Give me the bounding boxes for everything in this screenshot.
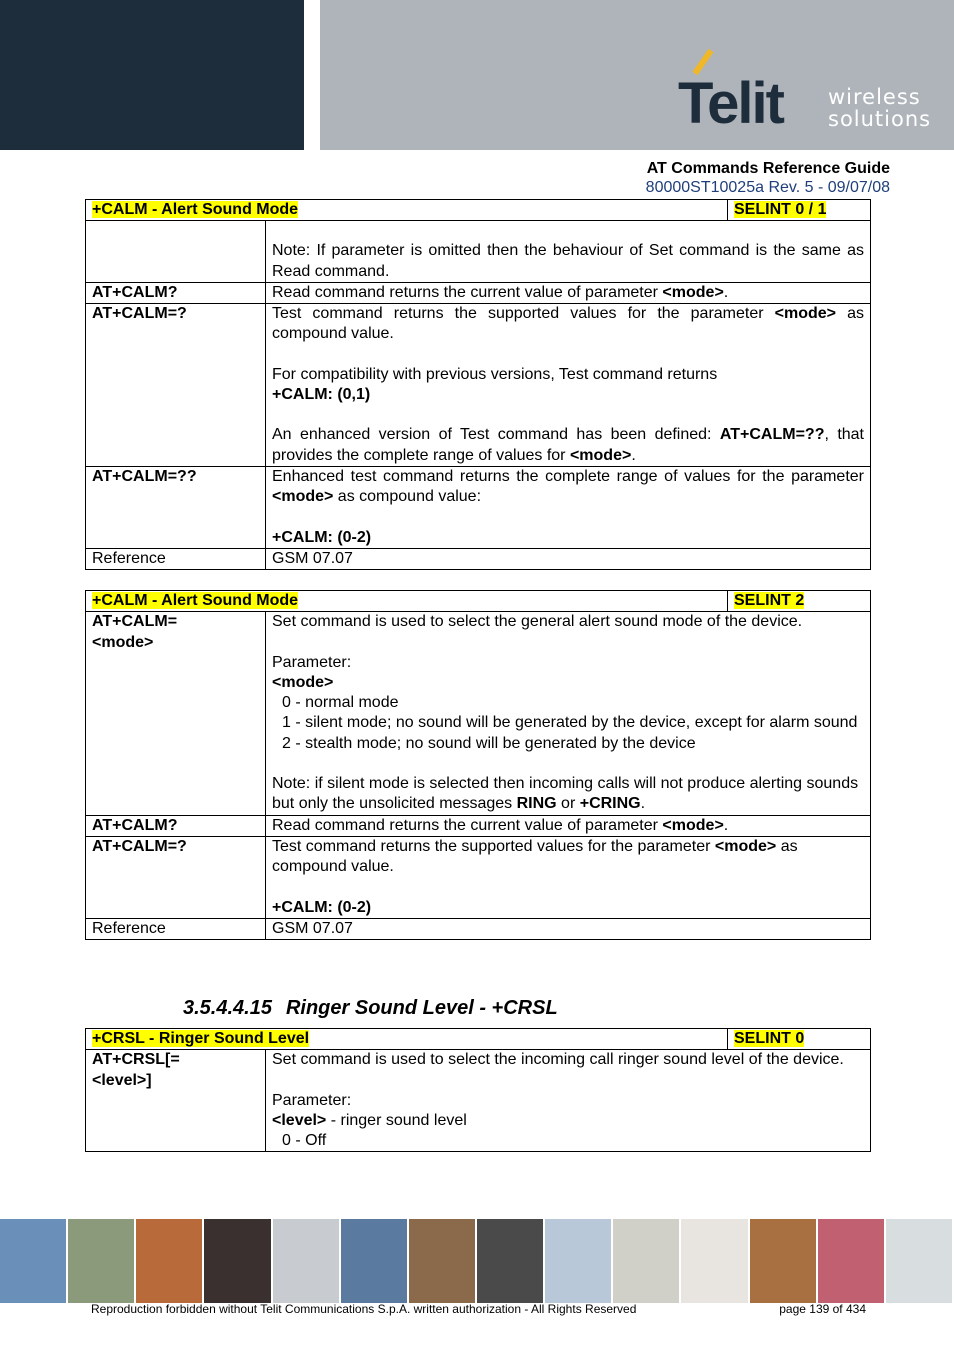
table-title: +CRSL - Ringer Sound Level xyxy=(92,1030,310,1047)
reference-value: GSM 07.07 xyxy=(266,548,871,569)
table-header-row xyxy=(86,200,871,221)
table-title: +CALM - Alert Sound Mode xyxy=(92,201,299,218)
page-footer xyxy=(91,1302,866,1316)
section-title: Ringer Sound Level - +CRSL xyxy=(285,997,558,1019)
document-header xyxy=(646,159,890,197)
footer-image-strip xyxy=(0,1219,954,1303)
logo-tagline xyxy=(828,86,931,130)
table-header-row xyxy=(86,1029,871,1050)
selint-badge: SELINT 2 xyxy=(734,592,805,609)
table-title: +CALM - Alert Sound Mode xyxy=(92,592,299,609)
table-header-row xyxy=(86,591,871,612)
reference-label: Reference xyxy=(86,548,266,569)
selint-badge: SELINT 0 / 1 xyxy=(734,201,827,218)
logo-tagline-2: solutions xyxy=(828,107,932,131)
command-cell: AT+CALM=? xyxy=(86,836,266,918)
calm-table-selint-0-1 xyxy=(85,199,871,570)
reference-value: GSM 07.07 xyxy=(266,918,871,939)
reference-label: Reference xyxy=(86,918,266,939)
table-row: AT+CALM=? Test command returns the supported values for the parameter <mode> as compound value. For compatibility with previous versions, Test command returns +CALM: (0,1) An enhanced version of Test command has been defined: AT+CALM=??, that provides the complete range of values for <mode>. xyxy=(86,304,871,467)
page-number: page 139 of 434 xyxy=(779,1302,866,1316)
logo-wordmark: Telit xyxy=(678,71,783,136)
doc-title: AT Commands Reference Guide xyxy=(646,160,890,177)
telit-logo xyxy=(678,48,938,138)
command-cell: AT+CRSL[= <level>] xyxy=(86,1050,266,1152)
logo-tagline-1: wireless xyxy=(828,85,921,109)
command-cell: AT+CALM? xyxy=(86,815,266,836)
command-cell: AT+CALM=?? xyxy=(86,466,266,548)
table-row: AT+CALM=? Test command returns the supported values for the parameter <mode> as compound value. +CALM: (0-2) xyxy=(86,836,871,918)
command-cell: AT+CALM=? xyxy=(86,304,266,467)
copyright-notice: Reproduction forbidden without Telit Communications S.p.A. written authorization - All Rights Reserved xyxy=(91,1302,637,1316)
section-number: 3.5.4.4.15 xyxy=(183,997,272,1019)
table-row: AT+CALM= <mode> Set command is used to select the general alert sound mode of the device. Parameter: <mode> 0 - normal mode 1 - silent mode; no sound will be generated by the device, except for alarm sound 2 - stealth mode; no sound will be generated by the device Note: if silent mode is selected then incoming calls will not produce alerting sounds but only the unsolicited messages RING or +CRING. xyxy=(86,612,871,815)
doc-revision: 80000ST10025a Rev. 5 - 09/07/08 xyxy=(645,179,890,196)
table-row xyxy=(86,548,871,569)
table-row: AT+CRSL[= <level>] Set command is used to select the incoming call ringer sound level of the device. Parameter: <level> - ringer sound level 0 - Off xyxy=(86,1050,871,1152)
header-dark-panel xyxy=(0,0,304,150)
crsl-table xyxy=(85,1028,871,1152)
command-cell: AT+CALM? xyxy=(86,282,266,303)
section-heading xyxy=(183,997,558,1020)
table-row: AT+CALM? Read command returns the current value of parameter <mode>. xyxy=(86,815,871,836)
selint-badge: SELINT 0 xyxy=(734,1030,805,1047)
table-row: AT+CALM? Read command returns the current value of parameter <mode>. xyxy=(86,282,871,303)
table-row: AT+CALM=?? Enhanced test command returns the complete range of values for the parameter <mode> as compound value: +CALM: (0-2) xyxy=(86,466,871,548)
table-row xyxy=(86,221,871,283)
note-text: Note: If parameter is omitted then the behaviour of Set command is the same as Read command. xyxy=(272,242,864,280)
table-row xyxy=(86,918,871,939)
calm-table-selint-2 xyxy=(85,590,871,940)
command-cell: AT+CALM= <mode> xyxy=(86,612,266,815)
